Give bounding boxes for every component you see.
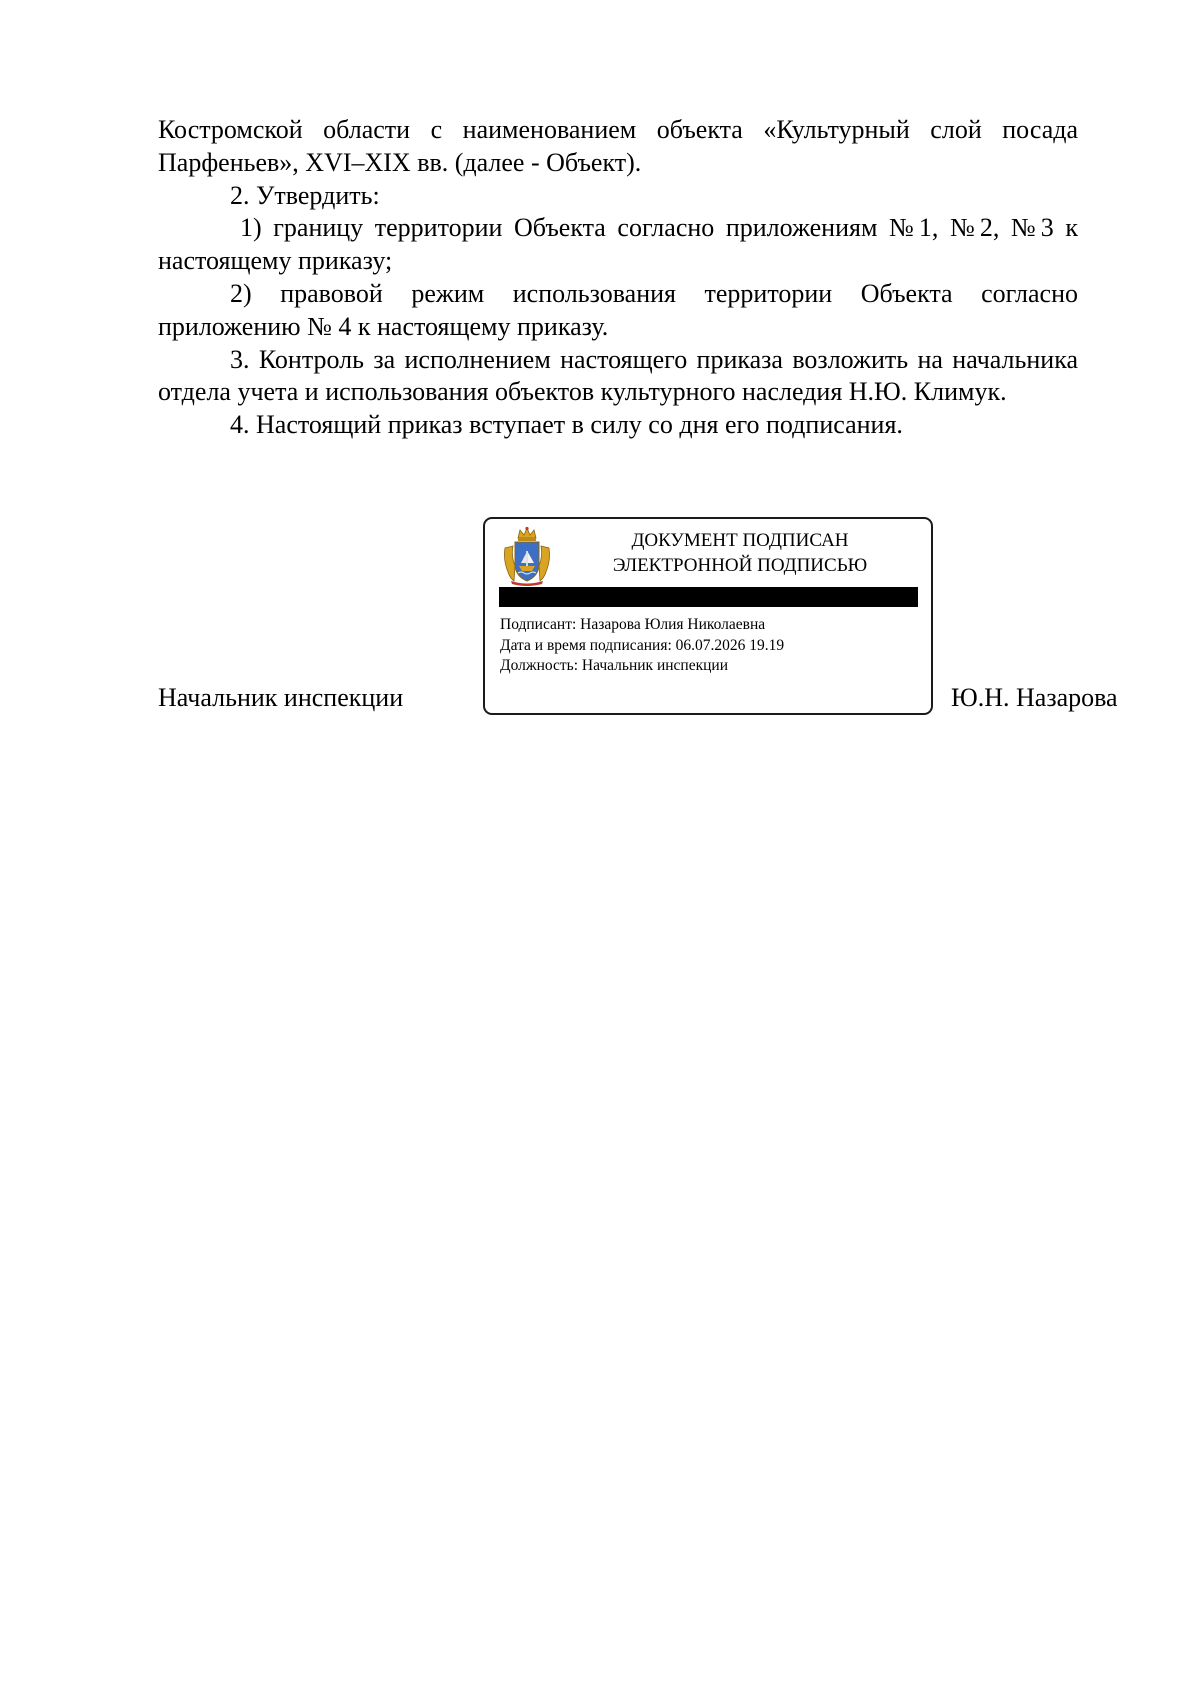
stamp-position: Должность: Начальник инспекции bbox=[500, 657, 729, 674]
paragraph-object-name: Костромской области с наименованием объекта «Культурный слой посада Парфеньев», XVI–XIX вв. (далее - Объект). bbox=[158, 115, 1078, 177]
stamp-title-line-2: ЭЛЕКТРОННОЙ ПОДПИСЬЮ bbox=[612, 555, 868, 576]
paragraph-approve: 2. Утвердить: bbox=[230, 180, 380, 210]
kostroma-coat-of-arms-icon bbox=[501, 526, 553, 586]
stamp-details bbox=[500, 615, 784, 677]
stamp-datetime: Дата и время подписания: 06.07.2026 19.19 bbox=[500, 636, 785, 654]
stamp-signer: Подписант: Назарова Юлия Николаевна bbox=[500, 616, 766, 633]
paragraph-effective-date: 4. Настоящий приказ вступает в силу со дня его подписания. bbox=[230, 410, 903, 440]
stamp-title bbox=[580, 528, 900, 578]
electronic-signature-stamp bbox=[483, 517, 933, 715]
signature-position-label: Начальник инспекции bbox=[158, 683, 404, 712]
stamp-title-line-1: ДОКУМЕНТ ПОДПИСАН bbox=[631, 530, 849, 551]
paragraph-control: 3. Контроль за исполнением настоящего приказа возложить на начальника отдела учета и использования объектов культурного наследия Н.Ю. Климук. bbox=[158, 344, 1078, 407]
order-body-text bbox=[158, 114, 1078, 442]
signer-name: Ю.Н. Назарова bbox=[951, 683, 1118, 712]
certificate-redaction-bar bbox=[499, 587, 918, 607]
paragraph-boundary: 1) границу территории Объекта согласно приложениям №1, №2, №3 к настоящему приказу; bbox=[158, 213, 1078, 276]
paragraph-legal-regime: 2) правовой режим использования территории Объекта согласно приложению № 4 к настоящему приказу. bbox=[158, 278, 1078, 341]
